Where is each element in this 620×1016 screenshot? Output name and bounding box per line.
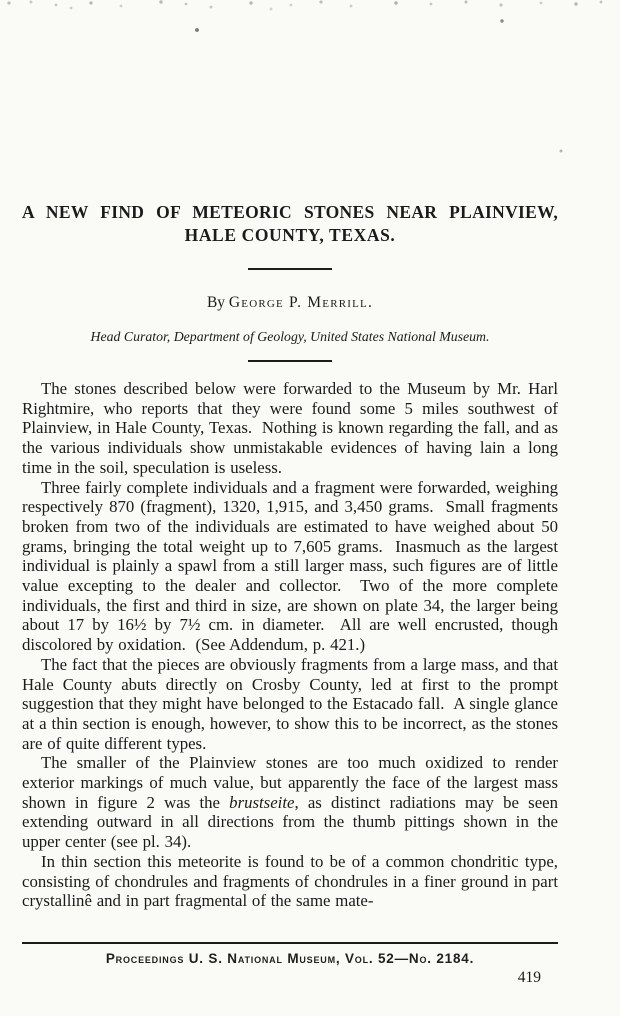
journal-citation: Proceedings U. S. National Museum, Vol. 52—No. 2184. <box>105 951 475 966</box>
page-number: 419 <box>517 969 541 986</box>
paragraph-4 <box>22 753 563 852</box>
separator-rule-bottom <box>248 360 332 362</box>
article-title-line2: HALE COUNTY, TEXAS. <box>184 225 396 245</box>
byline-author: George P. Merrill. <box>228 294 374 311</box>
paragraph-1-text: The stones described below were forwarded to the Museum by Mr. Harl Rightmire, who reports that they were found some 5 miles southwest of Plainview, in Hale County, Texas. Nothing is known regarding the fall, and as the various individuals show unmistakable evidences of having lain a long time in the soil, speculation is useless. <box>22 379 563 477</box>
paragraph-5 <box>22 851 563 911</box>
article-body <box>22 379 563 911</box>
scan-noise-speckles <box>0 0 2 2</box>
paragraph-3 <box>22 654 563 754</box>
separator-rule-top <box>248 268 332 270</box>
author-affiliation: Head Curator, Department of Geology, United States National Museum. <box>90 329 490 344</box>
paragraph-4-text-b: , as distinct radiations may be seen extending outward in all directions from the thumb pittings shown in the upper center (see pl. 34). <box>22 792 563 852</box>
paragraph-2 <box>22 477 563 655</box>
paragraph-4-italic-term: brustseite <box>229 792 295 812</box>
paragraph-2-text: Three fairly complete individuals and a fragment were forwarded, weighing respectively 870 (fragment), 1320, 1,915, and 3,450 grams. Small fragments broken from two of the individuals are estimated to have weighed about 50 grams, bringing the total weight up to 7,605 grams. Inasmuch as the largest individual is plainly a spawl from a still larger mass, such figures are of little value excepting to the dealer and collector. Two of the more complete individuals, the first and third in size, are shown on plate 34, the larger being about 17 by 16½ by 7½ cm. in diameter. All are well encrusted, though discolored by oxidation. (See Addendum, p. 421.) <box>22 477 563 655</box>
paragraph-4-text-a: The smaller of the Plainview stones are too much oxidized to render exterior markings of much value, but apparently the face of the largest mass shown in figure 2 was the <box>22 753 563 812</box>
byline-prefix: By <box>206 294 226 311</box>
paragraph-1 <box>22 379 563 478</box>
paragraph-5-text: In thin section this meteorite is found to be of a common chondritic type, consisting of chondrules and fragments of chondrules in a finer ground in part crystallinê and in part fragmental of the same mate- <box>22 851 563 911</box>
footer-rule <box>22 942 558 944</box>
article-title <box>22 201 558 247</box>
byline <box>22 293 558 313</box>
article-title-line1: A NEW FIND OF METEORIC STONES NEAR PLAINVIEW, <box>22 202 558 222</box>
paragraph-3-text: The fact that the pieces are obviously fragments from a large mass, and that Hale County abuts directly on Crosby County, led at first to the prompt suggestion that they might have belonged to the Estacado fall. A single glance at a thin section is enough, however, to show this to be incorrect, as the stones are of quite different types. <box>22 654 563 753</box>
